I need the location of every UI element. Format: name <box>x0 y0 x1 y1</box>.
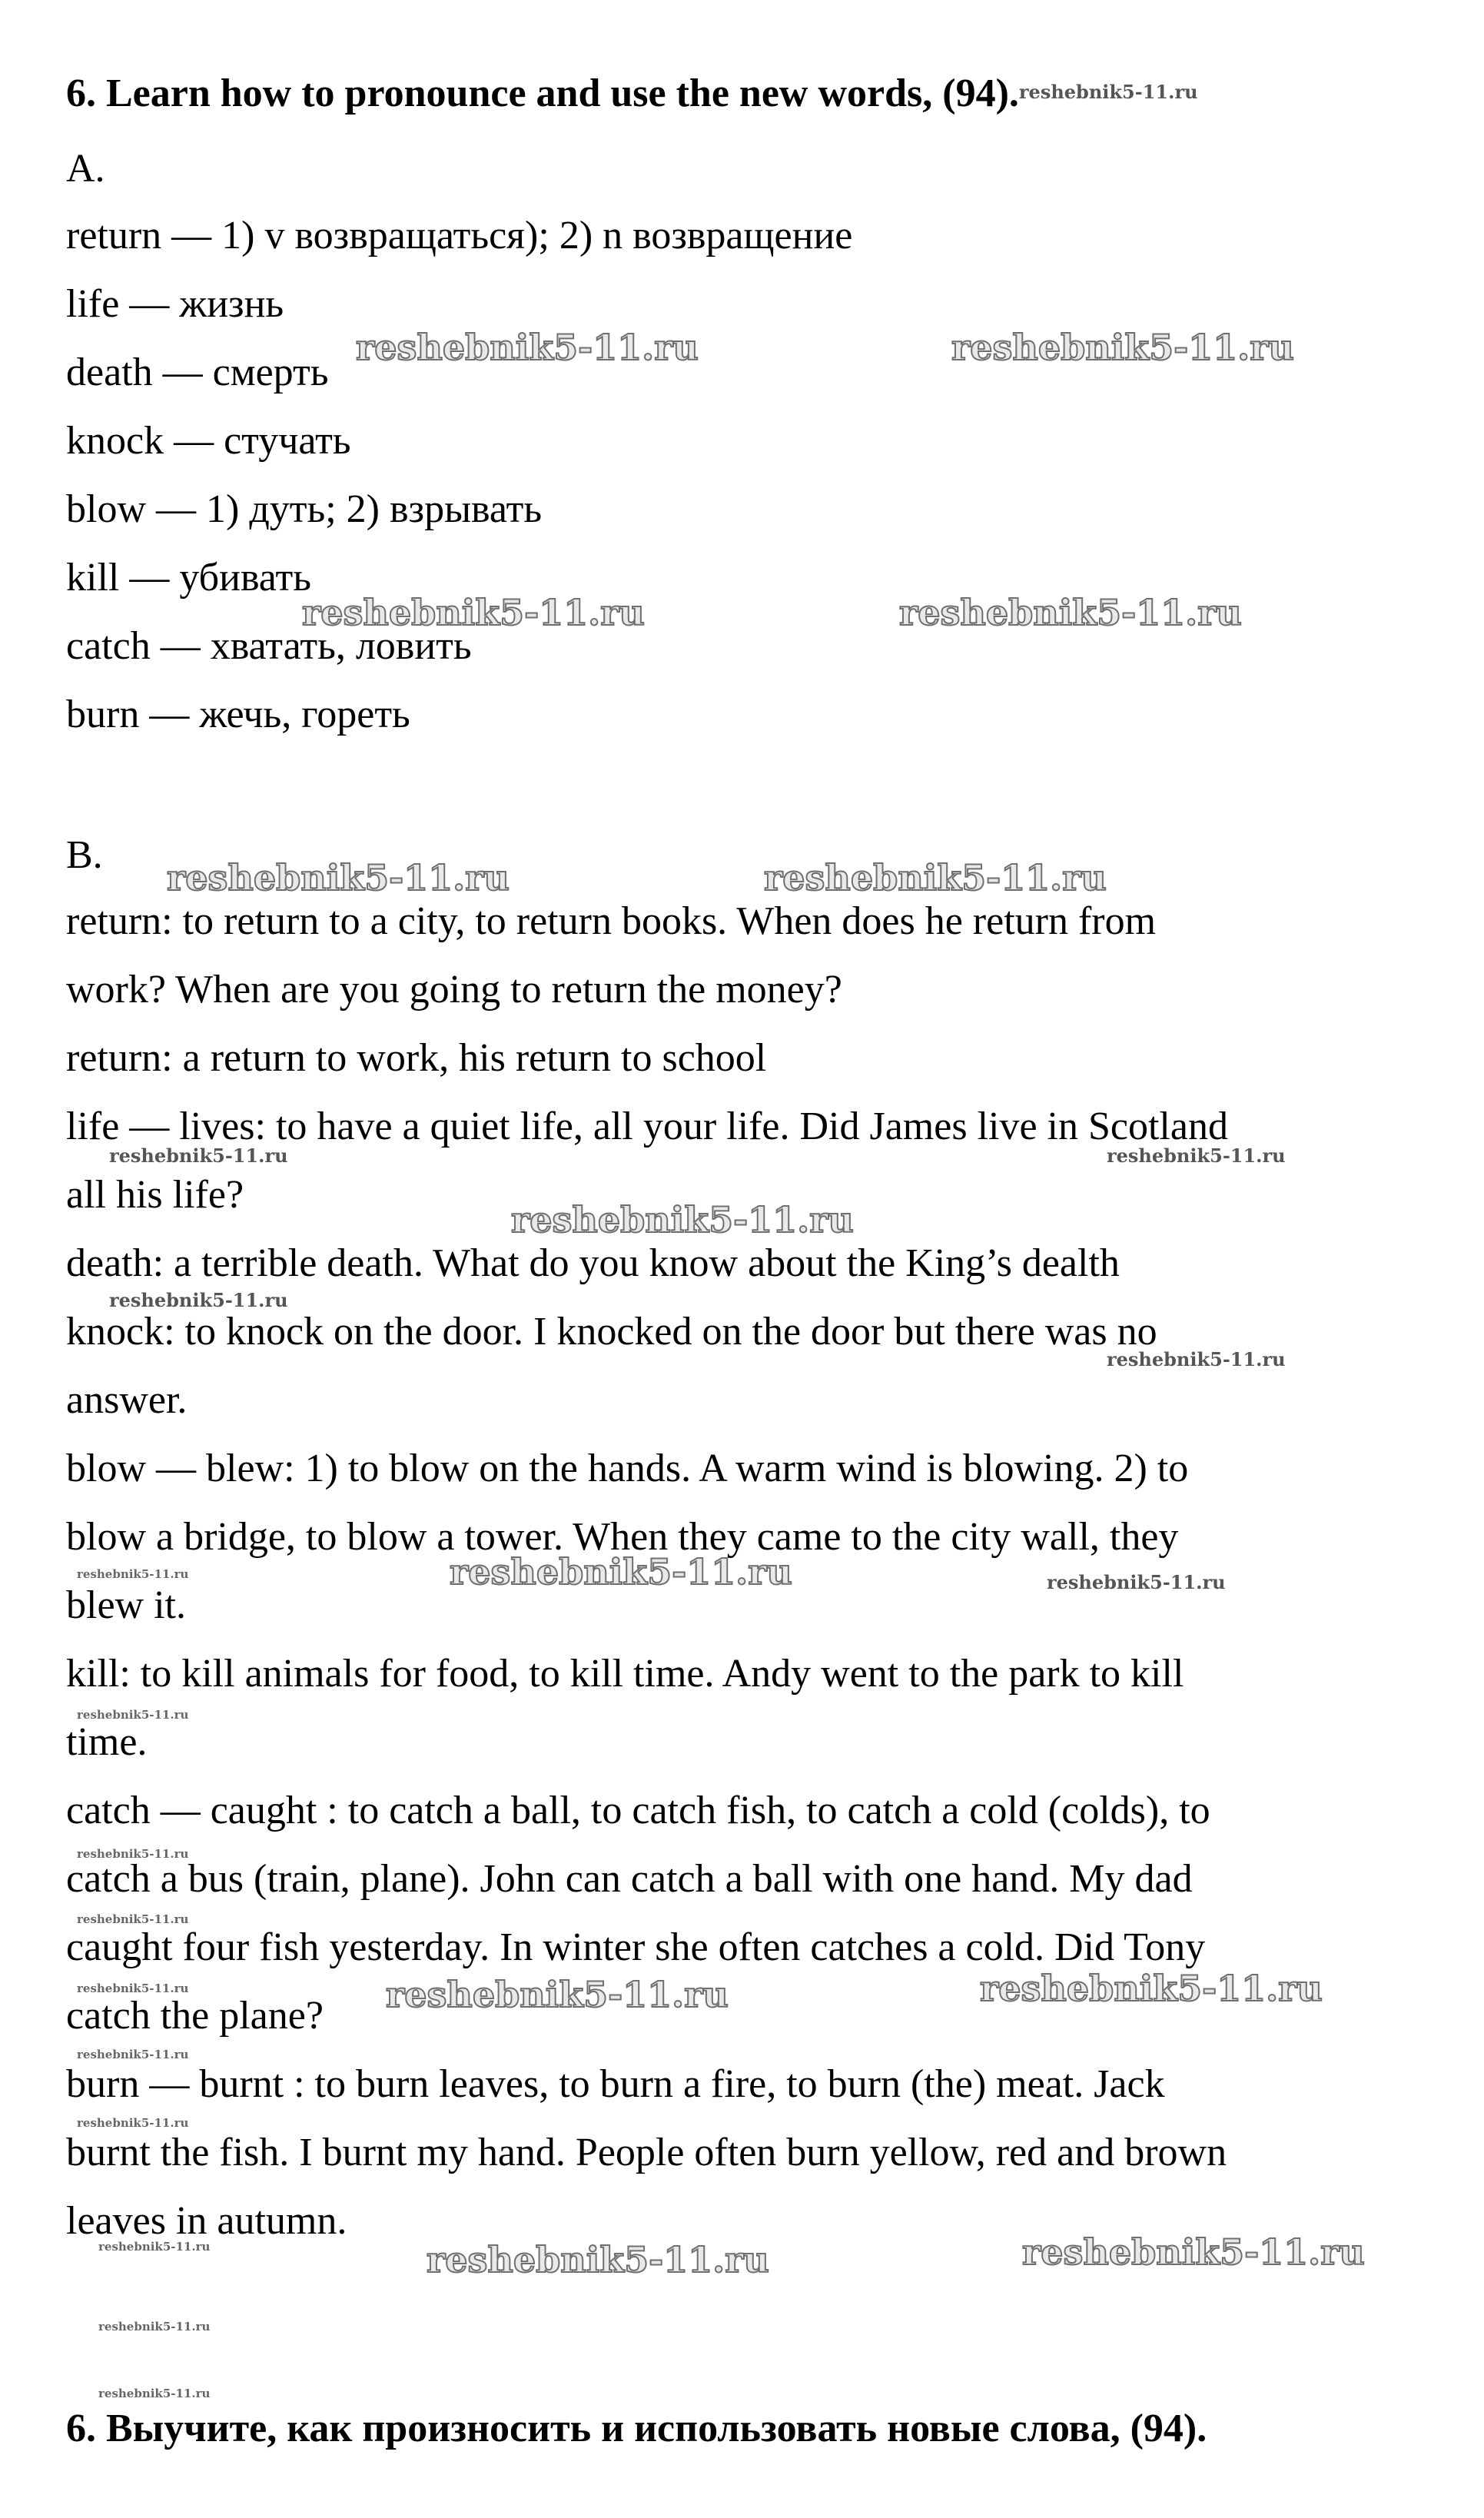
section-a-line-4: knock — стучать <box>66 419 351 463</box>
section-b-line-12: kill: to kill animals for food, to kill time. Andy went to the park to kill <box>66 1652 1184 1696</box>
watermark-large: reshebnik5-11.ru <box>167 857 510 899</box>
section-a-line-5: blow — 1) дуть; 2) взрывать <box>66 487 543 531</box>
watermark-large: reshebnik5-11.ru <box>1022 2231 1365 2273</box>
watermark-large: reshebnik5-11.ru <box>511 1199 854 1241</box>
watermark-large: reshebnik5-11.ru <box>980 1968 1323 2009</box>
watermark-large: reshebnik5-11.ru <box>386 1974 729 2015</box>
watermark-tiny: reshebnik5-11.ru <box>77 2048 189 2061</box>
section-b-line-15: catch a bus (train, plane). John can catch a ball with one hand. My dad <box>66 1857 1193 1901</box>
watermark-tiny: reshebnik5-11.ru <box>77 2116 189 2130</box>
watermark-large: reshebnik5-11.ru <box>764 857 1107 899</box>
watermark-small: reshebnik5-11.ru <box>109 1144 288 1167</box>
section-a-line-2: life — жизнь <box>66 282 284 326</box>
title-en-text: 6. Learn how to pronounce and use the new words, (94). <box>66 71 1019 115</box>
watermark-large: reshebnik5-11.ru <box>302 592 645 633</box>
section-b-line-20: leaves in autumn. <box>66 2199 347 2243</box>
watermark-small: reshebnik5-11.ru <box>1107 1144 1286 1167</box>
watermark-large: reshebnik5-11.ru <box>899 592 1242 633</box>
section-a-line-7: catch — хватать, ловить <box>66 624 472 668</box>
watermark-large: reshebnik5-11.ru <box>427 2239 769 2280</box>
section-b-line-16: caught four fish yesterday. In winter she often catches a cold. Did Tony <box>66 1925 1206 1969</box>
section-b-line-17: catch the plane? <box>66 1994 324 2038</box>
section-b-line-19: burnt the fish. I burnt my hand. People often burn yellow, red and brown <box>66 2131 1227 2174</box>
section-a-line-3: death — смерть <box>66 350 329 394</box>
section-b-line-10: blow a bridge, to blow a tower. When they came to the city wall, they <box>66 1515 1179 1559</box>
section-b-line-13: time. <box>66 1720 148 1764</box>
watermark-tiny: reshebnik5-11.ru <box>77 1847 189 1861</box>
section-a-label: A. <box>66 147 105 191</box>
watermark-small: reshebnik5-11.ru <box>1107 1348 1286 1370</box>
watermark-tiny: reshebnik5-11.ru <box>98 2387 211 2400</box>
section-b-line-14: catch — caught : to catch a ball, to catch fish, to catch a cold (colds), to <box>66 1789 1210 1832</box>
watermark-tiny: reshebnik5-11.ru <box>77 1708 189 1722</box>
section-b-line-1: return: to return to a city, to return books. When does he return from <box>66 899 1157 943</box>
section-a-line-1: return — 1) v возвращаться); 2) n возвращение <box>66 214 853 257</box>
section-a-line-8: burn — жечь, гореть <box>66 693 410 736</box>
section-b-line-11: blew it. <box>66 1583 186 1627</box>
section-b-line-8: answer. <box>66 1378 188 1422</box>
section-b-label: B. <box>66 833 103 877</box>
watermark-tiny: reshebnik5-11.ru <box>77 1912 189 1926</box>
watermark-tiny: reshebnik5-11.ru <box>77 1982 189 1995</box>
watermark-title: reshebnik5-11.ru <box>1018 81 1198 103</box>
watermark-tiny: reshebnik5-11.ru <box>98 2240 211 2254</box>
section-a-line-6: kill — убивать <box>66 556 311 600</box>
section-b-line-18: burn — burnt : to burn leaves, to burn a fire, to burn (the) meat. Jack <box>66 2062 1165 2106</box>
watermark-tiny: reshebnik5-11.ru <box>98 2320 211 2334</box>
watermark-small: reshebnik5-11.ru <box>109 1289 288 1311</box>
section-b-line-3: return: a return to work, his return to school <box>66 1036 767 1080</box>
watermark-small: reshebnik5-11.ru <box>1047 1571 1226 1593</box>
section-b-line-6: death: a terrible death. What do you know about the King’s dealth <box>66 1241 1120 1285</box>
section-b-line-9: blow — blew: 1) to blow on the hands. A warm wind is blowing. 2) to <box>66 1447 1189 1490</box>
watermark-large: reshebnik5-11.ru <box>450 1551 792 1593</box>
page-title-en <box>66 71 1198 123</box>
page-title-ru: 6. Выучите, как произносить и использовать новые слова, (94). <box>66 2407 1207 2450</box>
section-b-line-4: life — lives: to have a quiet life, all your life. Did James live in Scotland <box>66 1105 1228 1148</box>
section-b-line-7: knock: to knock on the door. I knocked on the door but there was no <box>66 1310 1157 1354</box>
watermark-large: reshebnik5-11.ru <box>951 327 1294 368</box>
watermark-large: reshebnik5-11.ru <box>356 327 699 368</box>
section-b-line-5: all his life? <box>66 1173 244 1217</box>
section-b-line-2: work? When are you going to return the money? <box>66 968 842 1012</box>
watermark-tiny: reshebnik5-11.ru <box>77 1567 189 1581</box>
